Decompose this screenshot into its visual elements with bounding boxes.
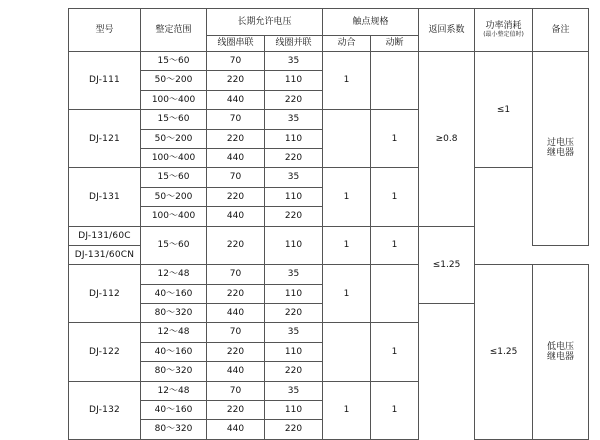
cell-model: DJ-131/60CN — [69, 245, 141, 264]
cell-coil-parallel: 110 — [265, 401, 323, 420]
cell-coil-series: 440 — [207, 90, 265, 109]
cell-coil-parallel: 35 — [265, 265, 323, 284]
cell-range: 12～48 — [141, 265, 207, 284]
cell-model: DJ-131/60C — [69, 226, 141, 245]
cell-model: DJ-121 — [69, 110, 141, 168]
cell-range: 15～60 — [141, 168, 207, 187]
header-remark: 备注 — [533, 9, 589, 52]
header-contact-spec: 触点规格 — [323, 9, 419, 36]
cell-range: 40～160 — [141, 342, 207, 361]
cell-contact-make: 1 — [323, 381, 371, 439]
table-row — [69, 168, 589, 187]
remark-upper-line1: 过电压 — [547, 138, 575, 149]
cell-remark-upper — [533, 52, 589, 246]
table-row — [69, 265, 589, 284]
header-coil-series: 线圈串联 — [207, 36, 265, 52]
cell-coil-series: 220 — [207, 187, 265, 206]
cell-coil-parallel: 110 — [265, 71, 323, 90]
remark-lower-line1: 低电压 — [547, 341, 575, 352]
cell-coil-series: 70 — [207, 381, 265, 400]
cell-model: DJ-122 — [69, 323, 141, 381]
cell-range: 80～320 — [141, 362, 207, 381]
cell-contact-break — [371, 265, 419, 323]
cell-contact-make: 1 — [323, 52, 371, 110]
cell-contact-make: 1 — [323, 265, 371, 323]
cell-range: 80～320 — [141, 420, 207, 439]
cell-coil-parallel: 110 — [265, 129, 323, 148]
cell-contact-break: 1 — [371, 110, 419, 168]
cell-range: 40～160 — [141, 284, 207, 303]
cell-coil-series: 440 — [207, 362, 265, 381]
header-return-coefficient: 返回系数 — [419, 9, 475, 52]
header-setting-range: 整定范围 — [141, 9, 207, 52]
cell-range: 100～400 — [141, 148, 207, 167]
cell-power-top: ≤1 — [475, 52, 533, 168]
cell-model: DJ-132 — [69, 381, 141, 439]
cell-coil-parallel: 110 — [265, 187, 323, 206]
header-power-consumption — [475, 9, 533, 52]
cell-contact-make: 1 — [323, 168, 371, 226]
cell-coil-series: 70 — [207, 52, 265, 71]
cell-contact-break: 1 — [371, 226, 419, 265]
cell-coil-parallel: 110 — [265, 342, 323, 361]
remark-upper-line2: 继电器 — [547, 148, 575, 159]
cell-coil-parallel: 220 — [265, 148, 323, 167]
cell-range: 100～400 — [141, 207, 207, 226]
cell-range: 40～160 — [141, 401, 207, 420]
table-row — [69, 52, 589, 71]
cell-coil-series: 440 — [207, 148, 265, 167]
cell-power-mid: ≤1.25 — [419, 226, 475, 304]
relay-spec-table — [68, 8, 589, 440]
cell-range: 15～60 — [141, 52, 207, 71]
cell-contact-break: 1 — [371, 323, 419, 381]
cell-coil-series: 70 — [207, 110, 265, 129]
cell-coil-series: 220 — [207, 129, 265, 148]
table-row — [69, 226, 589, 245]
cell-range: 50～200 — [141, 187, 207, 206]
header-contact-break: 动断 — [371, 36, 419, 52]
cell-coil-parallel: 110 — [265, 226, 323, 265]
cell-contact-break: 1 — [371, 168, 419, 226]
cell-contact-make: 1 — [323, 226, 371, 265]
cell-coil-parallel: 35 — [265, 323, 323, 342]
cell-coil-series: 220 — [207, 401, 265, 420]
header-long-term-voltage: 长期允许电压 — [207, 9, 323, 36]
cell-range: 12～48 — [141, 381, 207, 400]
cell-return-coefficient-upper: ≥0.8 — [419, 52, 475, 227]
cell-coil-parallel: 220 — [265, 304, 323, 323]
cell-range: 80～320 — [141, 304, 207, 323]
cell-range: 15～60 — [141, 110, 207, 129]
cell-coil-series: 440 — [207, 420, 265, 439]
cell-range: 50～200 — [141, 71, 207, 90]
cell-coil-series: 440 — [207, 304, 265, 323]
cell-contact-make — [323, 323, 371, 381]
cell-coil-series: 70 — [207, 168, 265, 187]
cell-remark-lower — [533, 265, 589, 440]
cell-model: DJ-111 — [69, 52, 141, 110]
header-coil-parallel: 线圈并联 — [265, 36, 323, 52]
cell-coil-parallel: 35 — [265, 52, 323, 71]
cell-coil-series: 70 — [207, 265, 265, 284]
cell-coil-series: 220 — [207, 342, 265, 361]
cell-coil-parallel: 220 — [265, 207, 323, 226]
cell-contact-break — [371, 52, 419, 110]
remark-lower-line2: 继电器 — [547, 352, 575, 363]
header-power-consumption-note: (最小整定值时) — [483, 31, 524, 39]
cell-coil-parallel: 220 — [265, 362, 323, 381]
cell-coil-series: 440 — [207, 207, 265, 226]
cell-coil-series: 220 — [207, 71, 265, 90]
cell-contact-break: 1 — [371, 381, 419, 439]
cell-coil-series: 220 — [207, 226, 265, 265]
cell-model: DJ-131 — [69, 168, 141, 226]
cell-range: 12～48 — [141, 323, 207, 342]
cell-coil-series: 220 — [207, 284, 265, 303]
cell-coil-parallel: 35 — [265, 168, 323, 187]
cell-coil-parallel: 35 — [265, 110, 323, 129]
cell-coil-parallel: 220 — [265, 420, 323, 439]
cell-coil-parallel: 110 — [265, 284, 323, 303]
header-model: 型号 — [69, 9, 141, 52]
cell-contact-make — [323, 110, 371, 168]
cell-range: 15～60 — [141, 226, 207, 265]
cell-coil-parallel: 35 — [265, 381, 323, 400]
cell-coil-series: 70 — [207, 323, 265, 342]
cell-range: 100～400 — [141, 90, 207, 109]
cell-range: 50～200 — [141, 129, 207, 148]
header-power-consumption-label: 功率消耗 — [485, 20, 522, 31]
header-contact-make: 动合 — [323, 36, 371, 52]
cell-return-coefficient-lower: ≤1.25 — [475, 265, 533, 440]
cell-coil-parallel: 220 — [265, 90, 323, 109]
cell-model: DJ-112 — [69, 265, 141, 323]
